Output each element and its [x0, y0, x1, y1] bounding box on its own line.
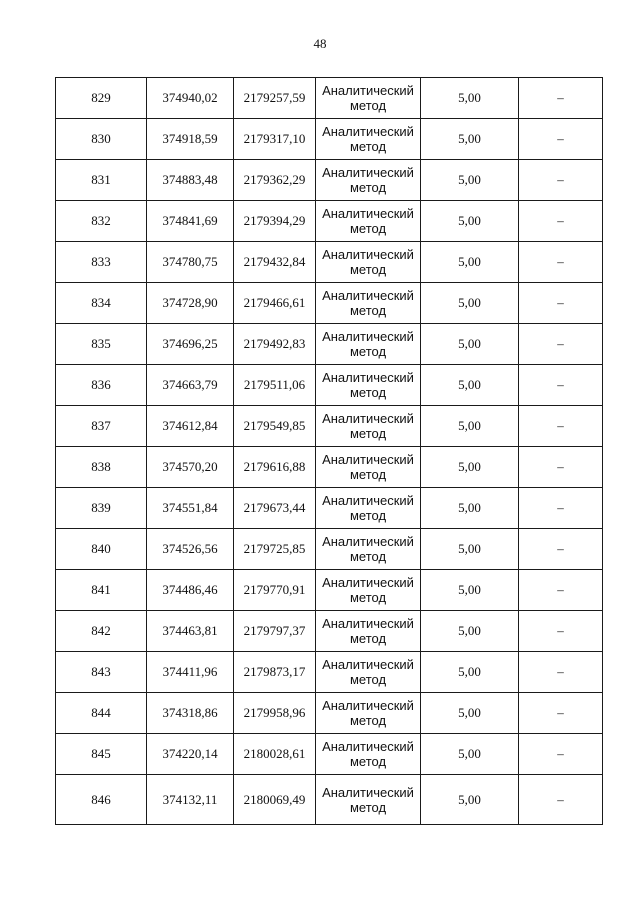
x-coordinate-cell: 374918,59: [147, 119, 234, 160]
x-coordinate-cell: 374940,02: [147, 78, 234, 119]
method-label-line2: метод: [349, 631, 387, 646]
method-label-line1: Аналитический: [322, 493, 414, 508]
method-cell: [316, 201, 421, 242]
y-coordinate-cell: 2179492,83: [234, 324, 316, 365]
table-row: [56, 529, 603, 570]
method-label-line1: Аналитический: [322, 739, 414, 754]
point-number-cell: 840: [56, 529, 147, 570]
y-coordinate-cell: 2180069,49: [234, 775, 316, 825]
x-coordinate-cell: 374220,14: [147, 734, 234, 775]
method-label-line2: метод: [349, 549, 387, 564]
method-label-line1: Аналитический: [322, 288, 414, 303]
y-coordinate-cell: 2179873,17: [234, 652, 316, 693]
method-label-line2: метод: [349, 467, 387, 482]
table-body: [56, 78, 603, 825]
method-label-line1: Аналитический: [322, 698, 414, 713]
y-coordinate-cell: 2180028,61: [234, 734, 316, 775]
point-number-cell: 830: [56, 119, 147, 160]
x-coordinate-cell: 374841,69: [147, 201, 234, 242]
method-label-line2: метод: [349, 426, 387, 441]
point-number-cell: 834: [56, 283, 147, 324]
method-cell: [316, 119, 421, 160]
method-label-line1: Аналитический: [322, 370, 414, 385]
note-cell: –: [519, 611, 603, 652]
method-label-line2: метод: [349, 799, 387, 815]
method-label-line2: метод: [349, 754, 387, 769]
error-cell: 5,00: [421, 406, 519, 447]
table-row: [56, 611, 603, 652]
method-cell: [316, 283, 421, 324]
x-coordinate-cell: 374318,86: [147, 693, 234, 734]
y-coordinate-cell: 2179797,37: [234, 611, 316, 652]
error-cell: 5,00: [421, 160, 519, 201]
note-cell: –: [519, 570, 603, 611]
method-cell: [316, 324, 421, 365]
y-coordinate-cell: 2179394,29: [234, 201, 316, 242]
method-label-line2: метод: [349, 303, 387, 318]
method-label-line2: метод: [349, 385, 387, 400]
coordinates-table: [55, 77, 603, 825]
method-cell: [316, 570, 421, 611]
table-row: [56, 652, 603, 693]
table-row: [56, 488, 603, 529]
table-row: [56, 242, 603, 283]
x-coordinate-cell: 374696,25: [147, 324, 234, 365]
error-cell: 5,00: [421, 652, 519, 693]
error-cell: 5,00: [421, 324, 519, 365]
y-coordinate-cell: 2179673,44: [234, 488, 316, 529]
x-coordinate-cell: 374780,75: [147, 242, 234, 283]
table-row: [56, 78, 603, 119]
method-label-line2: метод: [349, 713, 387, 728]
x-coordinate-cell: 374570,20: [147, 447, 234, 488]
method-label-line2: метод: [349, 590, 387, 605]
x-coordinate-cell: 374463,81: [147, 611, 234, 652]
method-label-line1: Аналитический: [322, 329, 414, 344]
note-cell: –: [519, 734, 603, 775]
y-coordinate-cell: 2179549,85: [234, 406, 316, 447]
x-coordinate-cell: 374551,84: [147, 488, 234, 529]
table-row: [56, 734, 603, 775]
error-cell: 5,00: [421, 119, 519, 160]
note-cell: –: [519, 283, 603, 324]
error-cell: 5,00: [421, 570, 519, 611]
note-cell: –: [519, 242, 603, 283]
table-row: [56, 201, 603, 242]
x-coordinate-cell: 374883,48: [147, 160, 234, 201]
page-number: 48: [313, 36, 327, 51]
error-cell: 5,00: [421, 734, 519, 775]
method-cell: [316, 611, 421, 652]
point-number-cell: 829: [56, 78, 147, 119]
method-cell: [316, 78, 421, 119]
method-label-line1: Аналитический: [322, 83, 414, 98]
y-coordinate-cell: 2179770,91: [234, 570, 316, 611]
error-cell: 5,00: [421, 693, 519, 734]
point-number-cell: 839: [56, 488, 147, 529]
table-row: [56, 693, 603, 734]
note-cell: –: [519, 693, 603, 734]
table-row: [56, 365, 603, 406]
point-number-cell: 845: [56, 734, 147, 775]
method-cell: [316, 365, 421, 406]
method-cell: [316, 734, 421, 775]
note-cell: –: [519, 406, 603, 447]
method-cell: [316, 488, 421, 529]
y-coordinate-cell: 2179511,06: [234, 365, 316, 406]
y-coordinate-cell: 2179317,10: [234, 119, 316, 160]
method-label-line2: метод: [349, 139, 387, 154]
y-coordinate-cell: 2179725,85: [234, 529, 316, 570]
x-coordinate-cell: 374411,96: [147, 652, 234, 693]
y-coordinate-cell: 2179257,59: [234, 78, 316, 119]
note-cell: –: [519, 365, 603, 406]
point-number-cell: 835: [56, 324, 147, 365]
method-label-line1: Аналитический: [322, 616, 414, 631]
error-cell: 5,00: [421, 283, 519, 324]
note-cell: –: [519, 78, 603, 119]
point-number-cell: 843: [56, 652, 147, 693]
method-label-line2: метод: [349, 508, 387, 523]
point-number-cell: 836: [56, 365, 147, 406]
error-cell: 5,00: [421, 78, 519, 119]
note-cell: –: [519, 119, 603, 160]
method-label-line1: Аналитический: [322, 575, 414, 590]
method-label-line1: Аналитический: [322, 247, 414, 262]
point-number-cell: 838: [56, 447, 147, 488]
table-row: [56, 119, 603, 160]
method-cell: [316, 242, 421, 283]
note-cell: –: [519, 529, 603, 570]
note-cell: –: [519, 160, 603, 201]
error-cell: 5,00: [421, 201, 519, 242]
table-row: [56, 324, 603, 365]
error-cell: 5,00: [421, 488, 519, 529]
method-label-line1: Аналитический: [322, 784, 414, 800]
point-number-cell: 837: [56, 406, 147, 447]
method-label-line1: Аналитический: [322, 165, 414, 180]
method-cell: [316, 447, 421, 488]
error-cell: 5,00: [421, 775, 519, 825]
method-label-line2: метод: [349, 344, 387, 359]
method-cell: [316, 652, 421, 693]
note-cell: –: [519, 775, 603, 825]
method-label-line1: Аналитический: [322, 452, 414, 467]
y-coordinate-cell: 2179362,29: [234, 160, 316, 201]
point-number-cell: 833: [56, 242, 147, 283]
y-coordinate-cell: 2179958,96: [234, 693, 316, 734]
x-coordinate-cell: 374612,84: [147, 406, 234, 447]
method-label-line1: Аналитический: [322, 206, 414, 221]
error-cell: 5,00: [421, 447, 519, 488]
x-coordinate-cell: 374486,46: [147, 570, 234, 611]
error-cell: 5,00: [421, 242, 519, 283]
note-cell: –: [519, 201, 603, 242]
note-cell: –: [519, 652, 603, 693]
point-number-cell: 844: [56, 693, 147, 734]
y-coordinate-cell: 2179616,88: [234, 447, 316, 488]
note-cell: –: [519, 488, 603, 529]
y-coordinate-cell: 2179466,61: [234, 283, 316, 324]
x-coordinate-cell: 374663,79: [147, 365, 234, 406]
method-label-line2: метод: [349, 672, 387, 687]
table-row: [56, 447, 603, 488]
point-number-cell: 842: [56, 611, 147, 652]
error-cell: 5,00: [421, 611, 519, 652]
method-cell: [316, 529, 421, 570]
table-row: [56, 775, 603, 825]
method-cell: [316, 775, 421, 825]
method-label-line2: метод: [349, 98, 387, 113]
y-coordinate-cell: 2179432,84: [234, 242, 316, 283]
method-label-line1: Аналитический: [322, 411, 414, 426]
error-cell: 5,00: [421, 365, 519, 406]
method-label-line2: метод: [349, 262, 387, 277]
error-cell: 5,00: [421, 529, 519, 570]
point-number-cell: 832: [56, 201, 147, 242]
point-number-cell: 831: [56, 160, 147, 201]
table-row: [56, 570, 603, 611]
x-coordinate-cell: 374728,90: [147, 283, 234, 324]
table-row: [56, 160, 603, 201]
note-cell: –: [519, 324, 603, 365]
note-cell: –: [519, 447, 603, 488]
method-label-line1: Аналитический: [322, 124, 414, 139]
method-label-line1: Аналитический: [322, 534, 414, 549]
x-coordinate-cell: 374132,11: [147, 775, 234, 825]
method-cell: [316, 160, 421, 201]
method-cell: [316, 406, 421, 447]
table-row: [56, 406, 603, 447]
point-number-cell: 846: [56, 775, 147, 825]
method-label-line2: метод: [349, 221, 387, 236]
point-number-cell: 841: [56, 570, 147, 611]
x-coordinate-cell: 374526,56: [147, 529, 234, 570]
method-label-line1: Аналитический: [322, 657, 414, 672]
table-row: [56, 283, 603, 324]
method-cell: [316, 693, 421, 734]
method-label-line2: метод: [349, 180, 387, 195]
